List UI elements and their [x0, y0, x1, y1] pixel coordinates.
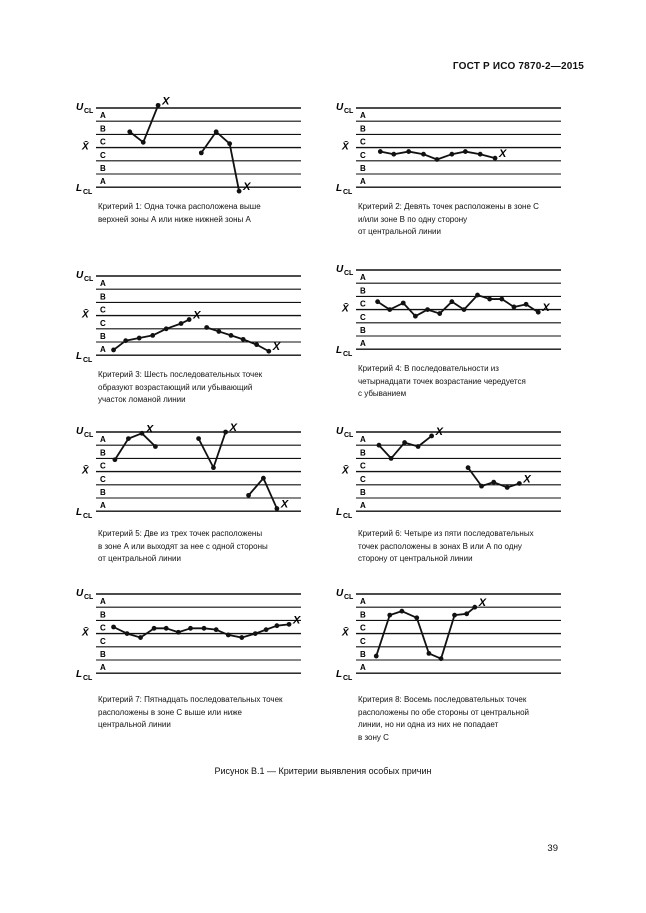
zone-label: C: [100, 461, 106, 471]
zone-label: A: [360, 177, 366, 187]
caption-line: Критерий 5: Две из трех точек расположены: [98, 529, 263, 538]
control-chart-7: [72, 586, 321, 687]
ucl-label: U: [336, 426, 344, 437]
data-point: [416, 444, 421, 449]
caption-line: сторону от центральной линии: [358, 554, 473, 563]
ucl-subscript: CL: [84, 594, 94, 601]
criterion-caption-5: [98, 528, 268, 566]
data-point: [512, 305, 517, 310]
control-chart-3: [72, 268, 321, 369]
caption-line: Критерий 2: Девять точек расположены в зоне С: [358, 202, 539, 211]
ucl-label: U: [336, 264, 344, 275]
zone-label: B: [360, 286, 366, 296]
special-cause-marker: X: [499, 148, 507, 161]
ucl-subscript: CL: [84, 432, 94, 439]
zone-label: C: [100, 150, 106, 160]
criterion-caption-2: [358, 201, 539, 239]
data-point: [374, 654, 379, 659]
data-point: [179, 321, 184, 326]
data-point: [214, 627, 219, 632]
data-point: [275, 506, 280, 511]
data-point: [375, 299, 380, 304]
data-point: [478, 152, 483, 157]
lcl-subscript: CL: [83, 675, 93, 683]
data-point: [125, 631, 130, 636]
zone-label: C: [100, 305, 106, 315]
caption-line: участок ломаной линии: [98, 395, 186, 404]
special-cause-marker: X: [145, 423, 154, 436]
lcl-label: L: [76, 507, 83, 519]
special-cause-marker: X: [193, 309, 201, 322]
ucl-subscript: CL: [344, 594, 354, 601]
zone-label: A: [100, 597, 106, 607]
special-cause-marker: X: [272, 341, 281, 354]
data-point: [246, 493, 251, 498]
zone-label: A: [100, 345, 106, 355]
zone-label: B: [100, 610, 106, 620]
lcl-subscript: CL: [343, 675, 353, 683]
ucl-label: U: [336, 588, 344, 599]
control-chart-1: [72, 95, 321, 201]
data-point: [414, 615, 419, 620]
lcl-subscript: CL: [83, 357, 93, 365]
center-label: X̄: [342, 141, 349, 153]
zone-label: A: [360, 501, 366, 511]
zone-label: B: [100, 164, 106, 173]
caption-line: от центральной линии: [98, 554, 181, 563]
data-point: [275, 623, 280, 628]
data-point: [227, 141, 232, 146]
caption-line: в зоне А или выходят за нее с одной стороны: [98, 541, 268, 551]
data-point: [176, 630, 181, 635]
special-cause-marker: X: [293, 614, 301, 627]
zone-label: B: [100, 488, 106, 497]
zone-label: A: [360, 435, 366, 445]
series-line: [130, 105, 158, 142]
data-point: [211, 465, 216, 470]
control-chart-2: [332, 100, 581, 201]
zone-label: A: [360, 597, 366, 607]
data-point: [126, 436, 131, 441]
lcl-label: L: [76, 183, 83, 195]
zone-label: C: [360, 623, 366, 633]
figure-caption: Рисунок В.1 — Критерии выявления особых причин: [214, 766, 432, 776]
caption-line: Критерия 8: Восемь последовательных точек: [358, 695, 527, 704]
caption-line: Критерий 3: Шесть последовательных точек: [98, 370, 263, 379]
caption-line: и/или зоне В по одну сторону: [358, 214, 468, 224]
data-point: [223, 430, 228, 435]
series-line: [207, 327, 269, 351]
caption-line: линии, но ни одна из них не попадает: [358, 720, 499, 729]
data-point: [188, 626, 193, 631]
data-point: [204, 325, 209, 330]
criterion-caption-7: [98, 694, 283, 732]
data-point: [113, 457, 118, 462]
zone-label: B: [360, 610, 366, 620]
data-point: [524, 302, 529, 307]
data-point: [202, 626, 207, 631]
data-point: [463, 149, 468, 154]
data-point: [487, 297, 492, 302]
data-point: [237, 189, 242, 194]
data-point: [493, 156, 498, 161]
data-point: [413, 314, 418, 319]
zone-label: B: [100, 448, 106, 458]
data-point: [400, 609, 405, 614]
data-point: [452, 613, 457, 618]
data-point: [377, 443, 382, 448]
caption-line: Критерий 1: Одна точка расположена выше: [98, 202, 261, 211]
data-point: [127, 129, 132, 134]
lcl-label: L: [336, 345, 343, 357]
data-point: [378, 149, 383, 154]
data-point: [387, 307, 392, 312]
center-label: X̄: [342, 465, 349, 477]
center-label: X̄: [82, 465, 89, 477]
caption-line: Критерий 7: Пятнадцать последовательных точек: [98, 695, 283, 704]
data-point: [505, 485, 510, 490]
lcl-label: L: [336, 669, 343, 681]
zone-label: B: [100, 292, 106, 302]
data-point: [437, 311, 442, 316]
lcl-subscript: CL: [343, 189, 353, 197]
caption-line: расположены по обе стороны от центральной: [358, 707, 529, 717]
lcl-label: L: [76, 351, 83, 363]
data-point: [439, 656, 444, 661]
data-point: [187, 317, 192, 322]
ucl-subscript: CL: [344, 270, 354, 277]
zone-label: A: [100, 435, 106, 445]
zone-label: C: [360, 299, 366, 309]
lcl-subscript: CL: [83, 513, 93, 521]
zone-label: C: [360, 636, 366, 646]
series-line: [201, 132, 239, 191]
data-point: [214, 129, 219, 134]
data-point: [401, 301, 406, 306]
zone-label: C: [100, 636, 106, 646]
caption-line: с убыванием: [358, 389, 407, 398]
center-label: X̄: [82, 309, 89, 321]
zone-label: C: [100, 318, 106, 328]
lcl-label: L: [336, 183, 343, 195]
data-point: [536, 310, 541, 315]
center-label: X̄: [342, 303, 349, 315]
special-cause-marker: X: [523, 473, 531, 486]
zone-label: C: [100, 137, 106, 147]
ucl-label: U: [76, 588, 84, 599]
data-point: [449, 152, 454, 157]
data-point: [239, 635, 244, 640]
data-point: [138, 635, 143, 640]
data-point: [254, 342, 259, 347]
special-cause-marker: X: [280, 498, 289, 511]
data-point: [261, 476, 266, 481]
data-point: [475, 293, 480, 298]
data-point: [253, 631, 258, 636]
zone-label: A: [100, 663, 106, 673]
data-point: [387, 613, 392, 618]
data-point: [389, 456, 394, 461]
zone-label: B: [360, 488, 366, 497]
data-point: [226, 633, 231, 638]
data-point: [435, 157, 440, 162]
caption-line: Критерий 6: Четыре из пяти последовательных: [358, 529, 534, 538]
series-line: [249, 478, 277, 508]
zone-label: B: [360, 448, 366, 458]
caption-line: точек расположены в зонах В или А по одну: [358, 541, 522, 551]
zone-label: C: [360, 150, 366, 160]
data-point: [216, 329, 221, 334]
criterion-caption-3: [98, 369, 262, 407]
special-cause-marker: X: [162, 95, 170, 108]
caption-line: Критерий 4: В последовательности из: [358, 364, 499, 373]
zone-label: A: [360, 339, 366, 349]
center-label: X̄: [82, 141, 89, 153]
ucl-subscript: CL: [84, 108, 94, 115]
data-point: [164, 626, 169, 631]
zone-label: A: [360, 111, 366, 121]
zone-label: A: [100, 111, 106, 121]
lcl-subscript: CL: [83, 189, 93, 197]
zone-label: A: [100, 501, 106, 511]
ucl-label: U: [76, 426, 84, 437]
data-point: [164, 326, 169, 331]
control-chart-6: [332, 424, 581, 525]
zone-label: B: [100, 650, 106, 659]
zone-label: A: [100, 279, 106, 289]
zone-label: C: [100, 623, 106, 633]
data-point: [402, 440, 407, 445]
data-point: [153, 444, 158, 449]
center-label: X̄: [342, 627, 349, 639]
zone-label: B: [100, 332, 106, 341]
ucl-subscript: CL: [344, 432, 354, 439]
data-point: [137, 336, 142, 341]
zone-label: C: [100, 474, 106, 484]
data-point: [464, 611, 469, 616]
data-point: [406, 149, 411, 154]
data-point: [123, 338, 128, 343]
document-header: ГОСТ Р ИСО 7870-2—2015: [452, 61, 584, 72]
data-point: [150, 333, 155, 338]
criterion-caption-8: [358, 694, 529, 744]
data-point: [266, 349, 271, 354]
data-point: [156, 103, 161, 108]
criterion-caption-1: [98, 201, 261, 226]
data-point: [241, 337, 246, 342]
data-point: [427, 651, 432, 656]
zone-label: C: [360, 312, 366, 322]
data-point: [466, 465, 471, 470]
data-point: [111, 348, 116, 353]
data-point: [287, 622, 292, 627]
zone-label: C: [360, 474, 366, 484]
caption-line: центральной линии: [98, 720, 171, 729]
data-point: [152, 626, 157, 631]
special-cause-marker: X: [243, 181, 251, 194]
caption-line: верхней зоны А или ниже нижней зоны А: [98, 214, 251, 224]
zone-label: B: [360, 164, 366, 173]
ucl-subscript: CL: [344, 108, 354, 115]
data-point: [517, 481, 522, 486]
special-cause-marker: X: [435, 425, 443, 438]
lcl-subscript: CL: [343, 351, 353, 359]
caption-line: образуют возрастающий или убывающий: [98, 382, 253, 392]
data-point: [196, 436, 201, 441]
data-point: [491, 480, 496, 485]
data-point: [199, 150, 204, 155]
special-cause-marker: X: [229, 422, 237, 434]
data-point: [111, 625, 116, 630]
ucl-label: U: [336, 102, 344, 113]
zone-label: A: [360, 663, 366, 673]
data-point: [425, 307, 430, 312]
caption-line: четырнадцати точек возрастание чередуется: [358, 376, 526, 386]
data-point: [499, 297, 504, 302]
series-line: [379, 436, 432, 458]
criterion-caption-6: [358, 528, 534, 566]
lcl-subscript: CL: [343, 513, 353, 521]
series-line: [115, 433, 155, 459]
ucl-label: U: [76, 270, 84, 281]
data-point: [449, 299, 454, 304]
zone-label: C: [360, 461, 366, 471]
criterion-caption-4: [358, 363, 526, 401]
special-cause-marker: X: [542, 302, 550, 315]
data-point: [479, 484, 484, 489]
data-point: [462, 307, 467, 312]
series-line: [199, 432, 226, 468]
data-point: [391, 152, 396, 157]
zone-label: B: [360, 326, 366, 335]
lcl-label: L: [76, 669, 83, 681]
caption-line: в зону С: [358, 732, 389, 742]
control-chart-4: [332, 262, 581, 363]
data-point: [429, 434, 434, 439]
zone-label: B: [100, 124, 106, 134]
data-point: [264, 627, 269, 632]
zone-label: B: [360, 124, 366, 134]
control-chart-8: [332, 586, 581, 687]
caption-line: от центральной линии: [358, 227, 441, 236]
data-point: [472, 605, 477, 610]
special-cause-marker: X: [478, 597, 487, 610]
lcl-label: L: [336, 507, 343, 519]
page-number: 39: [547, 843, 558, 854]
data-point: [141, 140, 146, 145]
zone-label: C: [360, 137, 366, 147]
data-point: [140, 431, 145, 436]
data-point: [421, 152, 426, 157]
data-point: [229, 333, 234, 338]
caption-line: расположены в зоне С выше или ниже: [98, 707, 243, 717]
ucl-label: U: [76, 102, 84, 113]
zone-label: A: [100, 177, 106, 187]
ucl-subscript: CL: [84, 276, 94, 283]
center-label: X̄: [82, 627, 89, 639]
zone-label: A: [360, 273, 366, 283]
control-chart-5: [72, 424, 321, 525]
zone-label: B: [360, 650, 366, 659]
